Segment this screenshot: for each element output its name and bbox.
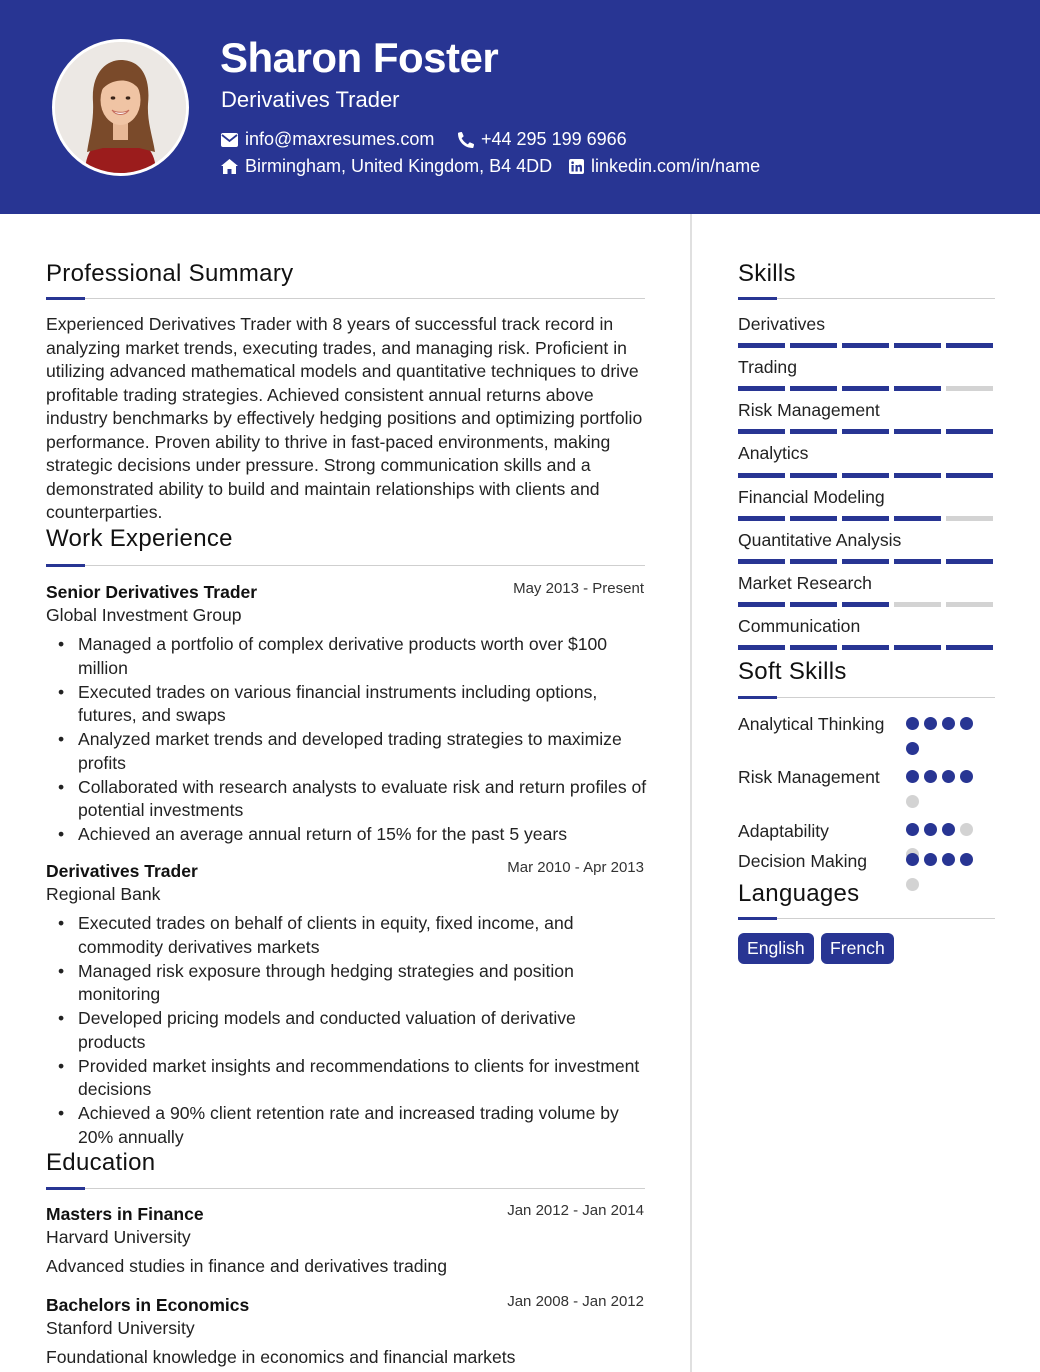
skill-segment [894,473,941,478]
skill-segment [790,559,837,564]
job-organization: Regional Bank [46,884,161,904]
rating-dot [942,853,955,866]
linkedin-icon [569,159,584,174]
skill-segment [894,645,941,650]
degree-title: Bachelors in Economics [46,1295,250,1315]
education-dates: Jan 2012 - Jan 2014 [507,1202,644,1219]
rating-dot [906,742,919,755]
job-dates: May 2013 - Present [513,580,644,597]
summary-text: Experienced Derivatives Trader with 8 years of successful track record in analyzing market trends, executing trades, and managing risk. Proficient in utilizing advanced mathematical models and quantitative techniques to drive profitable trading strategies. Achieved consistent annual returns above industry benchmarks by effectively hedging positions and optimizing portfolio performance. Proven ability to thrive in fast-paced environments, making strategic decisions under pressure. Strong communication skills and a demonstrated ability to build and maintain relationships with clients and counterparties. [46,314,643,522]
rating-dot [960,770,973,783]
skill-segment [738,602,785,607]
list-item: • Analyzed market trends and developed trading strategies to maximize profits [58,728,648,775]
school-name: Harvard University [46,1227,191,1247]
rating-dot [960,823,973,836]
candidate-name: Sharon Foster [220,34,499,81]
soft-skill-label: Analytical Thinking [738,714,885,734]
section-accent [738,917,777,920]
rating-dot [960,853,973,866]
section-accent [738,696,777,699]
skill-segment [894,343,941,348]
soft-skill-label: Adaptability [738,821,829,841]
phone-icon [458,132,474,148]
skill-segment [946,386,993,391]
skill-segment [738,386,785,391]
skill-segment [790,516,837,521]
skill-label: Financial Modeling [738,487,885,507]
skill-segment [946,559,993,564]
skill-level-bar [738,473,993,478]
email-text: info@maxresumes.com [245,129,435,149]
list-item: • Executed trades on behalf of clients in equity, fixed income, and commodity derivatives markets [58,912,648,959]
languages-heading: Languages [738,880,860,907]
candidate-title: Derivatives Trader [221,87,400,112]
list-item: • Provided market insights and recommendations to clients for investment decisions [58,1055,648,1102]
rating-dot [906,795,919,808]
education-description: Advanced studies in finance and derivatives trading [46,1256,447,1276]
linkedin-text: linkedin.com/in/name [591,156,761,176]
skill-label: Analytics [738,443,809,463]
list-item: • Achieved an average annual return of 15% for the past 5 years [58,823,648,847]
skill-segment [842,386,889,391]
skill-segment [946,516,993,521]
skill-segment [790,386,837,391]
soft-skill-rating [906,853,980,891]
job-bullets [58,912,648,1150]
rating-dot [942,770,955,783]
skill-segment [946,645,993,650]
section-rule [46,1188,645,1189]
contact-phone[interactable] [458,129,627,150]
skill-segment [894,602,941,607]
profile-photo [52,39,189,176]
skill-segment [946,343,993,348]
rating-dot [924,717,937,730]
skill-segment [842,343,889,348]
school-name: Stanford University [46,1318,195,1338]
skill-segment [790,602,837,607]
skill-segment [790,473,837,478]
section-rule [46,298,645,299]
list-item: • Executed trades on various financial instruments including options, futures, and swaps [58,681,648,728]
skill-label: Risk Management [738,400,880,420]
rating-dot [924,823,937,836]
skill-level-bar [738,343,993,348]
skill-segment [842,473,889,478]
skill-segment [738,559,785,564]
skill-segment [842,516,889,521]
skill-segment [842,429,889,434]
contact-address [221,156,552,177]
job-dates: Mar 2010 - Apr 2013 [507,859,644,876]
contact-linkedin[interactable] [569,156,760,177]
skill-segment [790,429,837,434]
skill-segment [842,559,889,564]
education-description: Foundational knowledge in economics and financial markets [46,1347,516,1367]
education-dates: Jan 2008 - Jan 2012 [507,1293,644,1310]
skill-level-bar [738,645,993,650]
skill-segment [738,645,785,650]
skill-label: Market Research [738,573,872,593]
list-item: • Developed pricing models and conducted valuation of derivative products [58,1007,648,1054]
envelope-icon [221,133,238,147]
skill-segment [946,602,993,607]
experience-heading: Work Experience [46,525,233,552]
home-icon [221,159,238,174]
skill-segment [738,343,785,348]
rating-dot [906,770,919,783]
skill-segment [946,473,993,478]
skill-segment [894,429,941,434]
skill-level-bar [738,602,993,607]
list-item: • Managed risk exposure through hedging strategies and position monitoring [58,960,648,1007]
phone-text: +44 295 199 6966 [481,129,627,149]
degree-title: Masters in Finance [46,1204,204,1224]
language-badge: English [738,933,814,964]
soft-skill-rating [906,770,980,808]
section-accent [46,564,85,567]
summary-heading: Professional Summary [46,260,294,287]
list-item: • Managed a portfolio of complex derivative products worth over $100 million [58,633,648,680]
skill-level-bar [738,429,993,434]
rating-dot [924,853,937,866]
job-bullets [58,633,648,847]
rating-dot [942,823,955,836]
job-title: Derivatives Trader [46,861,198,881]
skill-label: Trading [738,357,798,377]
resume-header [0,0,1040,214]
rating-dot [906,823,919,836]
skill-label: Derivatives [738,314,826,334]
soft-skill-label: Decision Making [738,851,868,871]
skill-segment [790,343,837,348]
skill-segment [738,516,785,521]
rating-dot [924,770,937,783]
skill-level-bar [738,386,993,391]
section-accent [46,1187,85,1190]
skill-segment [894,386,941,391]
skill-segment [738,429,785,434]
soft-skill-rating [906,717,980,755]
skill-segment [894,516,941,521]
skill-segment [790,645,837,650]
section-rule [46,565,645,566]
rating-dot [960,717,973,730]
section-accent [46,297,85,300]
soft-skill-label: Risk Management [738,767,880,787]
contact-email[interactable] [221,129,434,150]
rating-dot [906,853,919,866]
skills-heading: Skills [738,260,796,287]
skill-segment [842,602,889,607]
rating-dot [906,878,919,891]
soft-skills-heading: Soft Skills [738,658,847,685]
language-badge: French [821,933,894,964]
job-title: Senior Derivatives Trader [46,582,258,602]
column-divider [690,214,692,1372]
avatar-portrait-image [55,42,186,173]
skill-label: Communication [738,616,861,636]
list-item: • Achieved a 90% client retention rate and increased trading volume by 20% annually [58,1102,648,1149]
skill-segment [842,645,889,650]
rating-dot [942,717,955,730]
skill-level-bar [738,559,993,564]
skill-segment [946,429,993,434]
job-organization: Global Investment Group [46,605,242,625]
rating-dot [906,717,919,730]
skill-segment [738,473,785,478]
address-text: Birmingham, United Kingdom, B4 4DD [245,156,553,176]
list-item: • Collaborated with research analysts to evaluate risk and return profiles of potential investments [58,776,648,823]
skill-level-bar [738,516,993,521]
education-heading: Education [46,1149,156,1176]
skill-label: Quantitative Analysis [738,530,902,550]
skill-segment [894,559,941,564]
section-accent [738,297,777,300]
